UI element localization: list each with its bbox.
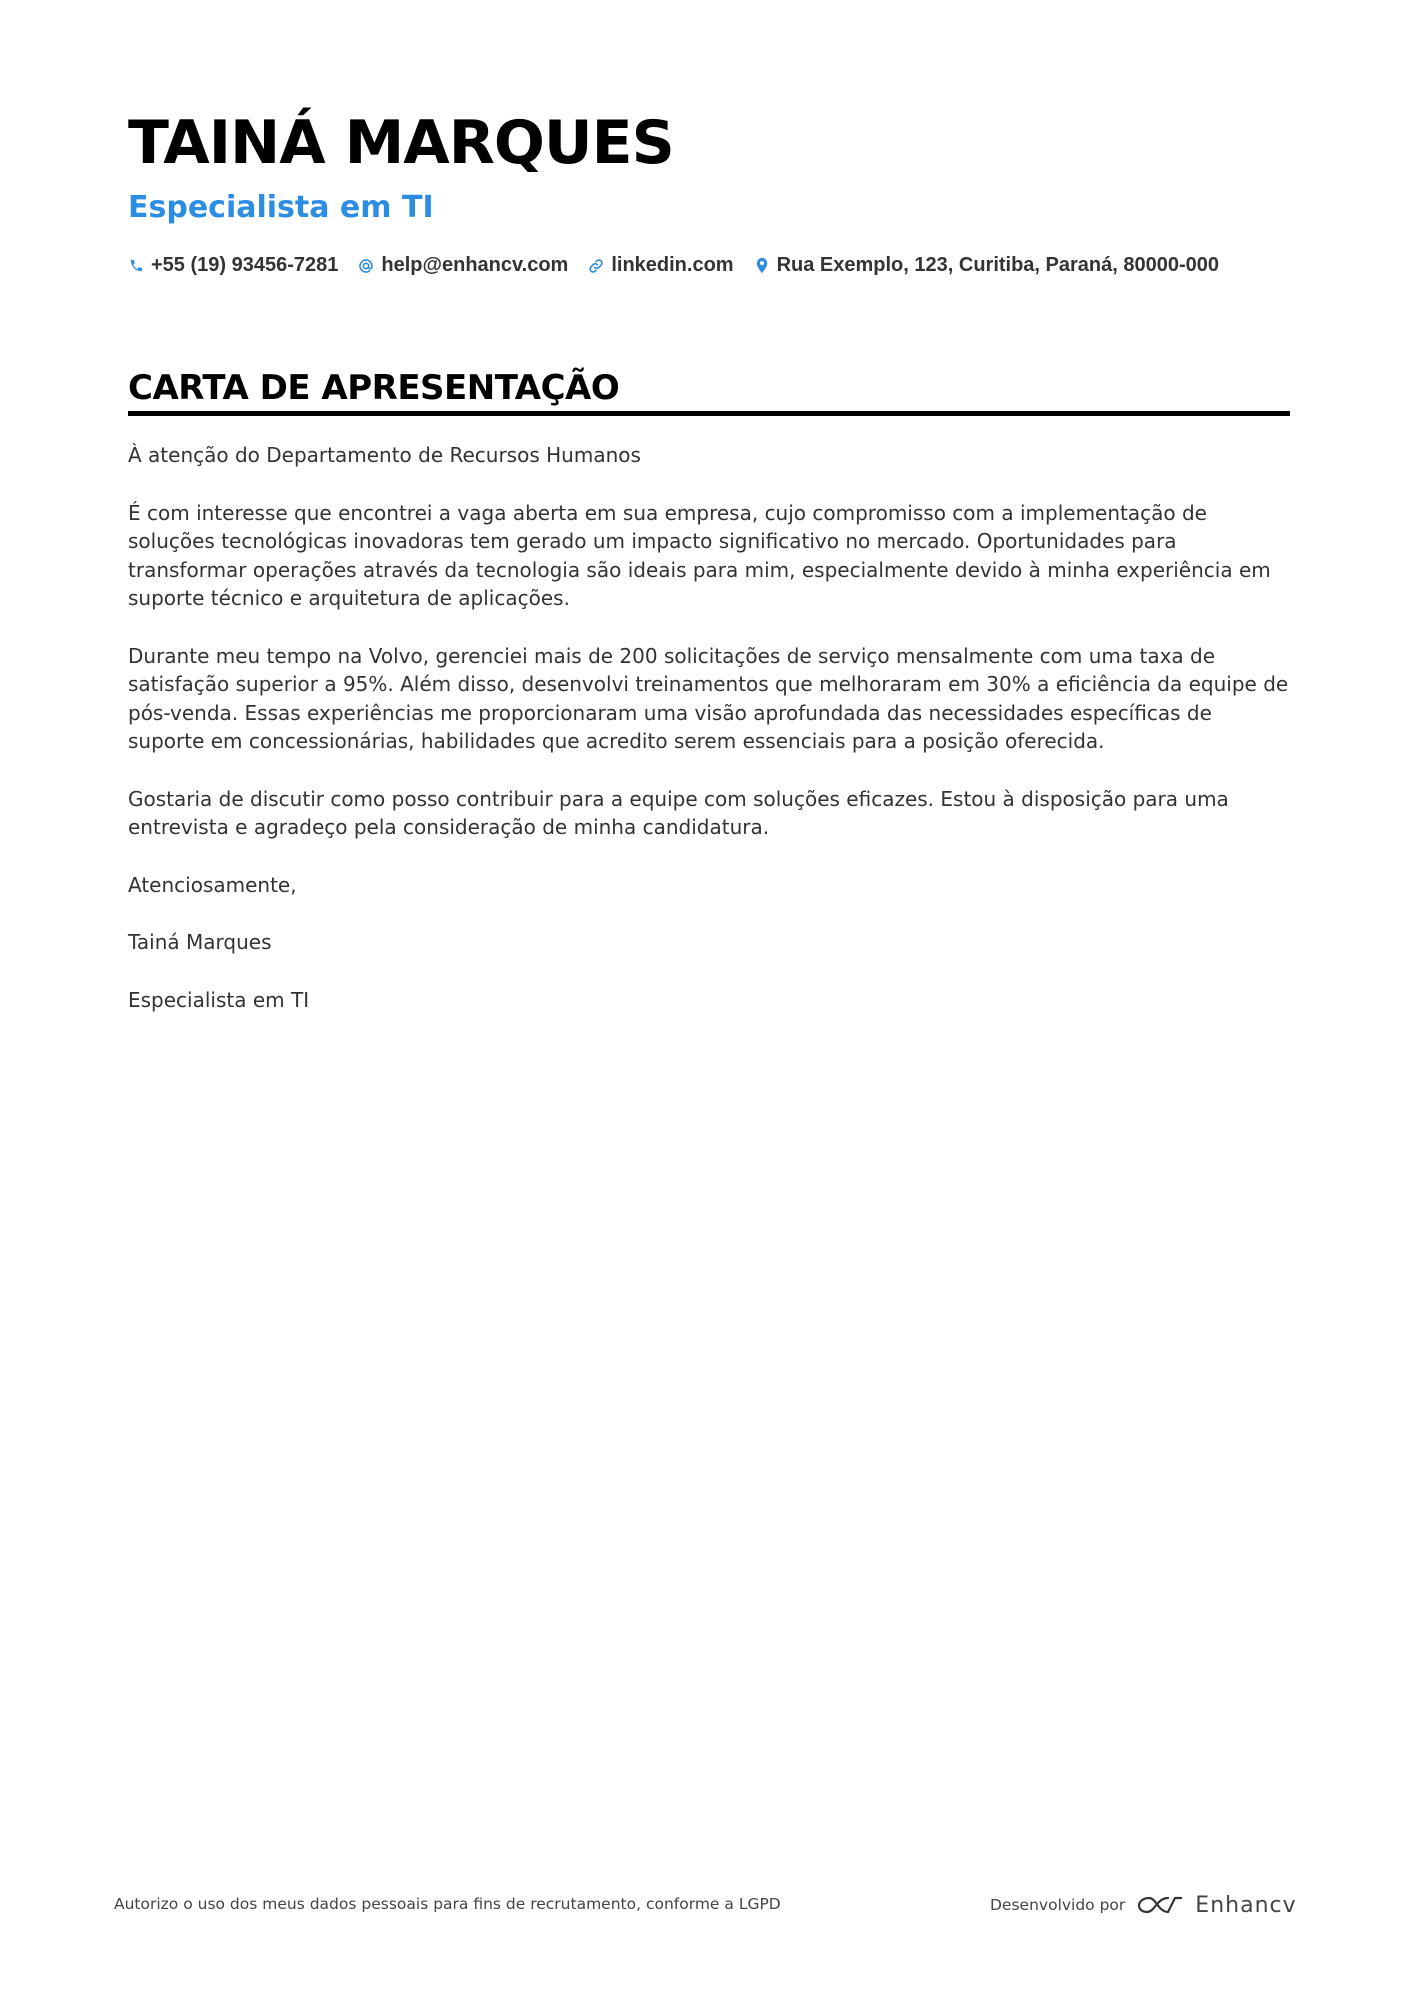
candidate-title: Especialista em TI — [128, 190, 434, 225]
powered-by[interactable] — [990, 1880, 1297, 1930]
developed-by-label: Desenvolvido por — [990, 1896, 1126, 1914]
contact-phone-text: +55 (19) 93456-7281 — [151, 254, 339, 276]
salutation: À atenção do Departamento de Recursos Humanos — [128, 443, 641, 467]
location-pin-icon — [754, 257, 770, 275]
phone-icon — [128, 257, 144, 275]
contact-email[interactable] — [358, 254, 568, 277]
signature-name: Tainá Marques — [128, 930, 272, 954]
signature-title: Especialista em TI — [128, 987, 310, 1012]
contact-bar — [128, 254, 1239, 277]
contact-address-text: Rua Exemplo, 123, Curitiba, Paraná, 80000-000 — [776, 254, 1220, 276]
contact-address — [754, 254, 1219, 277]
contact-linkedin[interactable] — [588, 254, 733, 277]
at-icon — [358, 257, 374, 275]
closing: Atenciosamente, — [128, 872, 297, 897]
enhancv-logo-icon — [1137, 1893, 1183, 1917]
paragraph-2: Durante meu tempo na Volvo, gerenciei mais de 200 solicitações de serviço mensalmente com uma taxa de satisfação superior a 95%. Além disso, desenvolvi treinamentos que melhoraram em 30% a eficiência da equipe de pós-venda. Essas experiências me proporcionaram uma visão aprofundada das necessidades específicas de suporte em concessionárias, habilidades que acredito serem essenciais para a posição oferecida. — [128, 643, 1289, 753]
consent-note: Autorizo o uso dos meus dados pessoais para fins de recrutamento, conforme a LGPD — [114, 1895, 781, 1913]
contact-linkedin-text: linkedin.com — [611, 254, 734, 276]
brand-name: Enhancv — [1195, 1892, 1297, 1918]
letter-body — [128, 441, 1290, 1043]
contact-phone[interactable] — [128, 254, 338, 277]
link-icon — [588, 257, 604, 275]
paragraph-1: É com interesse que encontrei a vaga aberta em sua empresa, cujo compromisso com a implementação de soluções tecnológicas inovadoras tem gerado um impacto significativo no mercado. Oportunidades para transformar operações através da tecnologia são ideais para mim, especialmente devido à minha experiência em suporte técnico e arquitetura de aplicações. — [128, 500, 1271, 610]
contact-email-text: help@enhancv.com — [381, 254, 569, 276]
candidate-name: TAINÁ MARQUES — [128, 108, 674, 178]
paragraph-3: Gostaria de discutir como posso contribuir para a equipe com soluções eficazes. Estou à disposição para uma entrevista e agradeço pela consideração de minha candidatura. — [128, 786, 1229, 839]
section-heading: CARTA DE APRESENTAÇÃO — [128, 368, 1290, 416]
